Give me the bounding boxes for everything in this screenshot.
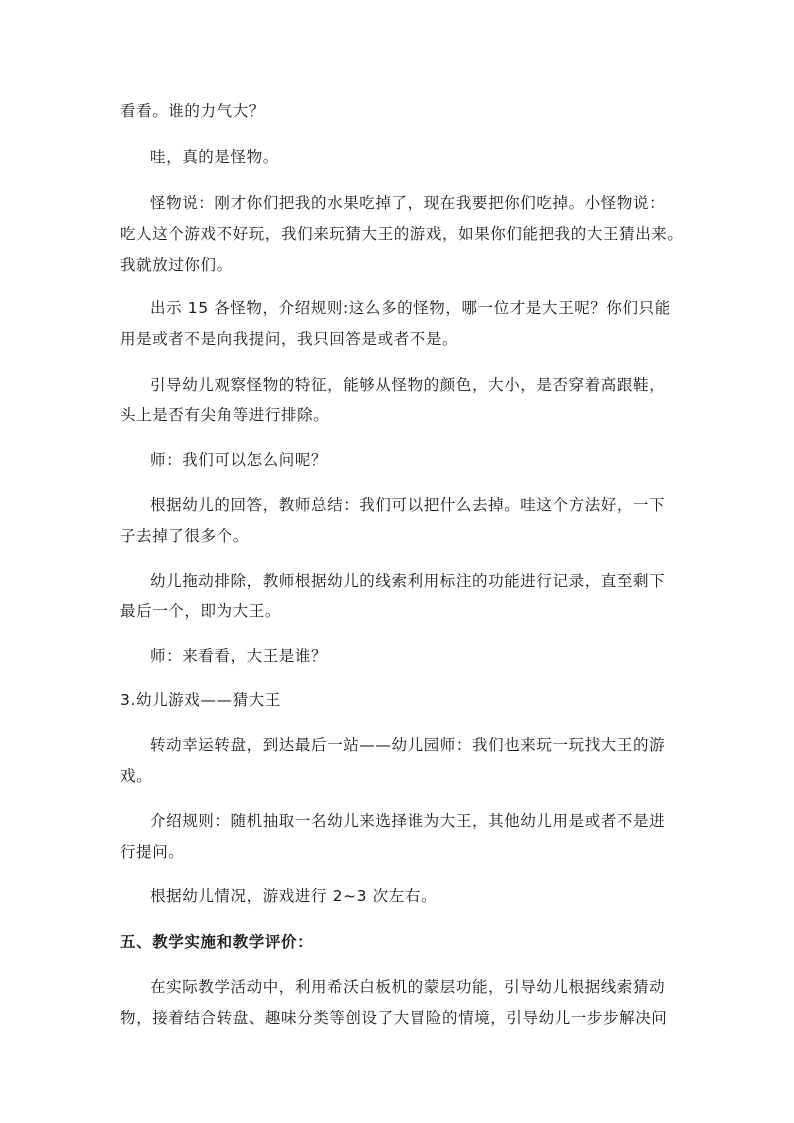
text-line: 行提问。 — [120, 843, 185, 861]
text-line: 物，接着结合转盘、趣味分类等创设了大冒险的情境，引导幼儿一步步解决问 — [120, 1009, 668, 1027]
text-line: 根据幼儿的回答，教师总结：我们可以把什么去掉。哇这个方法好，一下 — [150, 496, 666, 514]
text-line: 头上是否有尖角等进行排除。 — [120, 406, 330, 424]
section-title: 五、教学实施和教学评价： — [120, 933, 314, 951]
text-line: 哇，真的是怪物。 — [150, 148, 279, 166]
text-line: 怪物说：刚才你们把我的水果吃掉了，现在我要把你们吃掉。小怪物说： — [150, 194, 666, 212]
text-line: 出示 15 各怪物，介绍规则:这么多的怪物，哪一位才是大王呢？你们只能 — [150, 299, 671, 317]
section-heading: 3.幼儿游戏——猜大王 — [120, 691, 281, 709]
text-line: 子去掉了很多个。 — [120, 527, 249, 545]
text-line: 最后一个，即为大王。 — [120, 602, 282, 620]
text-line: 师：我们可以怎么问呢？ — [150, 451, 328, 469]
text-line: 根据幼儿情况，游戏进行 2~3 次左右。 — [150, 887, 438, 905]
text-line: 吃人这个游戏不好玩，我们来玩猜大王的游戏，如果你们能把我的大王猜出来。 — [120, 225, 684, 243]
text-line: 用是或者不是向我提问，我只回答是或者不是。 — [120, 330, 459, 348]
text-line: 转动幸运转盘，到达最后一站——幼儿园师：我们也来玩一玩找大王的游 — [150, 736, 666, 754]
text-line: 看看。谁的力气大？ — [120, 102, 265, 120]
text-line: 幼儿拖动排除，教师根据幼儿的线索利用标注的功能进行记录，直至剩下 — [150, 572, 666, 590]
text-line: 在实际教学活动中，利用希沃白板机的蒙层功能，引导幼儿根据线索猜动 — [150, 978, 666, 996]
text-line: 引导幼儿观察怪物的特征，能够从怪物的颜色，大小，是否穿着高跟鞋， — [150, 376, 666, 394]
text-line: 戏。 — [120, 767, 153, 785]
text-line: 师：来看看，大王是谁？ — [150, 647, 328, 665]
text-line: 介绍规则：随机抽取一名幼儿来选择谁为大王，其他幼儿用是或者不是进 — [150, 812, 666, 830]
text-line: 我就放过你们。 — [120, 256, 233, 274]
